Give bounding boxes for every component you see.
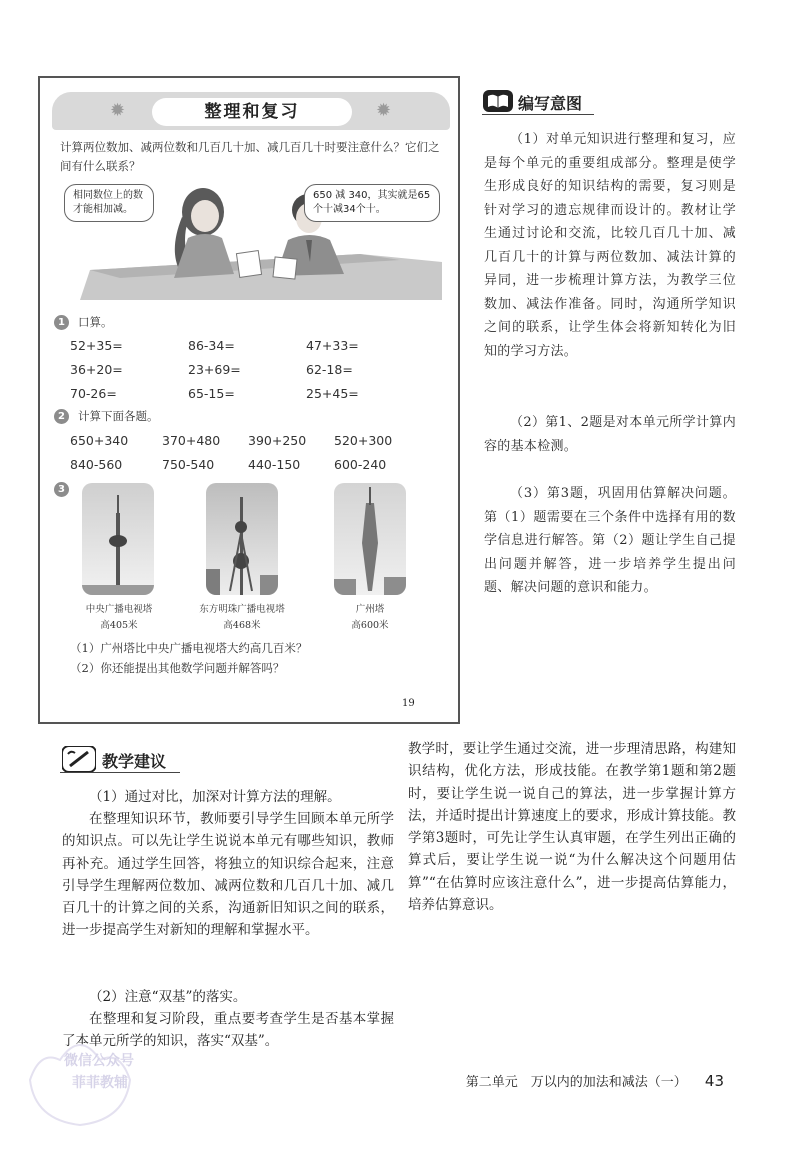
equation: 52+35=	[70, 338, 123, 353]
open-book-icon	[483, 90, 513, 112]
equation: 23+69=	[188, 362, 241, 377]
exercise-1-label: 口算。	[78, 315, 113, 329]
tower-photo-canton	[334, 483, 406, 595]
tower-caption-height: 高405米	[100, 620, 138, 631]
sub-question-2: （2）你还能提出其他数学问题并解答吗？	[70, 661, 285, 675]
divider	[60, 772, 180, 773]
suggestion-paragraph-5: 教学时，要让学生通过交流，进一步理清思路，构建知识结构，优化方法，形成技能。在教学第1题和第2题时，要让学生说一说自己的算法，进一步掌握计算方法，并适时提出计算速度上的要求，形成计算技能。教学第3题时，可先让学生认真审题，在学生列出正确的算式后，要让学生说一说“为什么解决这个问题用估算”“在估算时应该注意什么”，进一步提高估算能力，培养估算意识。	[408, 741, 736, 914]
gear-icon: ✹	[110, 100, 126, 121]
equation: 86-34=	[188, 338, 235, 353]
equation: 47+33=	[306, 338, 359, 353]
exercise-number-2: 2	[54, 409, 69, 424]
equation: 840-560	[70, 457, 123, 472]
footer-unit: 第二单元 万以内的加法和减法（一）	[465, 1075, 687, 1090]
equation: 70-26=	[70, 386, 117, 401]
textbook-page-inset	[38, 76, 460, 724]
speech-bubble-girl: 相同数位上的数才能相加减。	[64, 184, 154, 222]
divider	[482, 114, 594, 115]
equation: 62-18=	[306, 362, 353, 377]
review-question: 计算两位数加、减两位数和几百几十加、减几百几十时要注意什么？它们之间有什么联系？	[60, 140, 440, 173]
teaching-suggestion-icon	[62, 746, 96, 772]
speech-bubble-boy: 650 减 340，其实就是65个十减34个十。	[304, 184, 440, 222]
watermark-line-2: 菲菲教辅	[72, 1075, 128, 1091]
exercise-number-3: 3	[54, 482, 69, 497]
tower-caption-name: 东方明珠广播电视塔	[199, 604, 285, 615]
section-header-intent: 编写意图	[518, 94, 583, 113]
oriental-pearl-tower-icon	[206, 483, 278, 595]
section-header-suggestion: 教学建议	[102, 752, 167, 771]
illustration-students	[60, 182, 442, 300]
exercise-number-1: 1	[54, 315, 69, 330]
watermark-line-1: 微信公众号	[64, 1053, 134, 1069]
footer-page-number: 43	[704, 1072, 724, 1090]
suggestion-paragraph-2: 在整理知识环节，教师要引导学生回顾本单元所学的知识点。可以先让学生说说本单元有哪些知识，教师再补充。通过学生回答，将独立的知识综合起来，注意引导学生理解两位数加、减两位数和几百几十加、减几百几十的计算之间的关系，沟通新旧知识之间的联系，进一步提高学生对新知的理解和掌握水平。	[62, 811, 394, 939]
suggestion-paragraph-1: （1）通过对比，加深对计算方法的理解。	[89, 789, 341, 805]
cctv-tower-icon	[82, 483, 154, 595]
tower-caption-name: 广州塔	[355, 604, 385, 615]
intent-paragraph-2: （2）第1、2题是对本单元所学计算内容的基本检测。	[484, 415, 736, 454]
intent-paragraph-3: （3）第3题，巩固用估算解决问题。第（1）题需要在三个条件中选择有用的数学信息进行解答。第（2）题让学生自己提出问题并解答，进一步培养学生提出问题、解决问题的意识和能力。	[484, 486, 736, 595]
equation: 390+250	[248, 433, 307, 448]
equation: 65-15=	[188, 386, 235, 401]
equation: 440-150	[248, 457, 301, 472]
equation: 520+300	[334, 433, 393, 448]
title-banner	[52, 92, 450, 130]
canton-tower-icon	[334, 483, 406, 595]
sub-question-1: （1）广州塔比中央广播电视塔大约高几百米？	[70, 641, 308, 655]
tower-caption-height: 高600米	[351, 620, 389, 631]
equation: 25+45=	[306, 386, 359, 401]
textbook-page-number: 19	[402, 698, 415, 709]
suggestion-paragraph-3: （2）注意“双基”的落实。	[89, 989, 247, 1005]
page-footer	[466, 1071, 724, 1090]
equation: 36+20=	[70, 362, 123, 377]
tower-caption-name: 中央广播电视塔	[85, 604, 153, 615]
suggestion-paragraph-4: 在整理和复习阶段，重点要考查学生是否基本掌握了本单元所学的知识，落实“双基”。	[62, 1011, 394, 1050]
watermark	[20, 1020, 160, 1130]
gear-icon: ✹	[376, 100, 392, 121]
exercise-2-label: 计算下面各题。	[78, 409, 159, 423]
tower-photo-cctv	[82, 483, 154, 595]
equation: 370+480	[162, 433, 221, 448]
intent-paragraph-1: （1）对单元知识进行整理和复习，应是每个单元的重要组成部分。整理是使学生形成良好的知识结构的需要，复习则是针对学习的遗忘规律而设计的。教材让学生通过讨论和交流，比较几百几十加、减几百几十的计算与两位数加、减法计算的异同，进一步梳理计算方法，为教学三位数加、减法作准备。同时，沟通所学知识之间的联系，让学生体会将新知转化为旧知的学习方法。	[484, 132, 736, 359]
section-title: 整理和复习	[152, 98, 352, 126]
equation: 650+340	[70, 433, 129, 448]
tower-photo-oriental-pearl	[206, 483, 278, 595]
equation: 750-540	[162, 457, 215, 472]
equation: 600-240	[334, 457, 387, 472]
tower-caption-height: 高468米	[223, 620, 261, 631]
